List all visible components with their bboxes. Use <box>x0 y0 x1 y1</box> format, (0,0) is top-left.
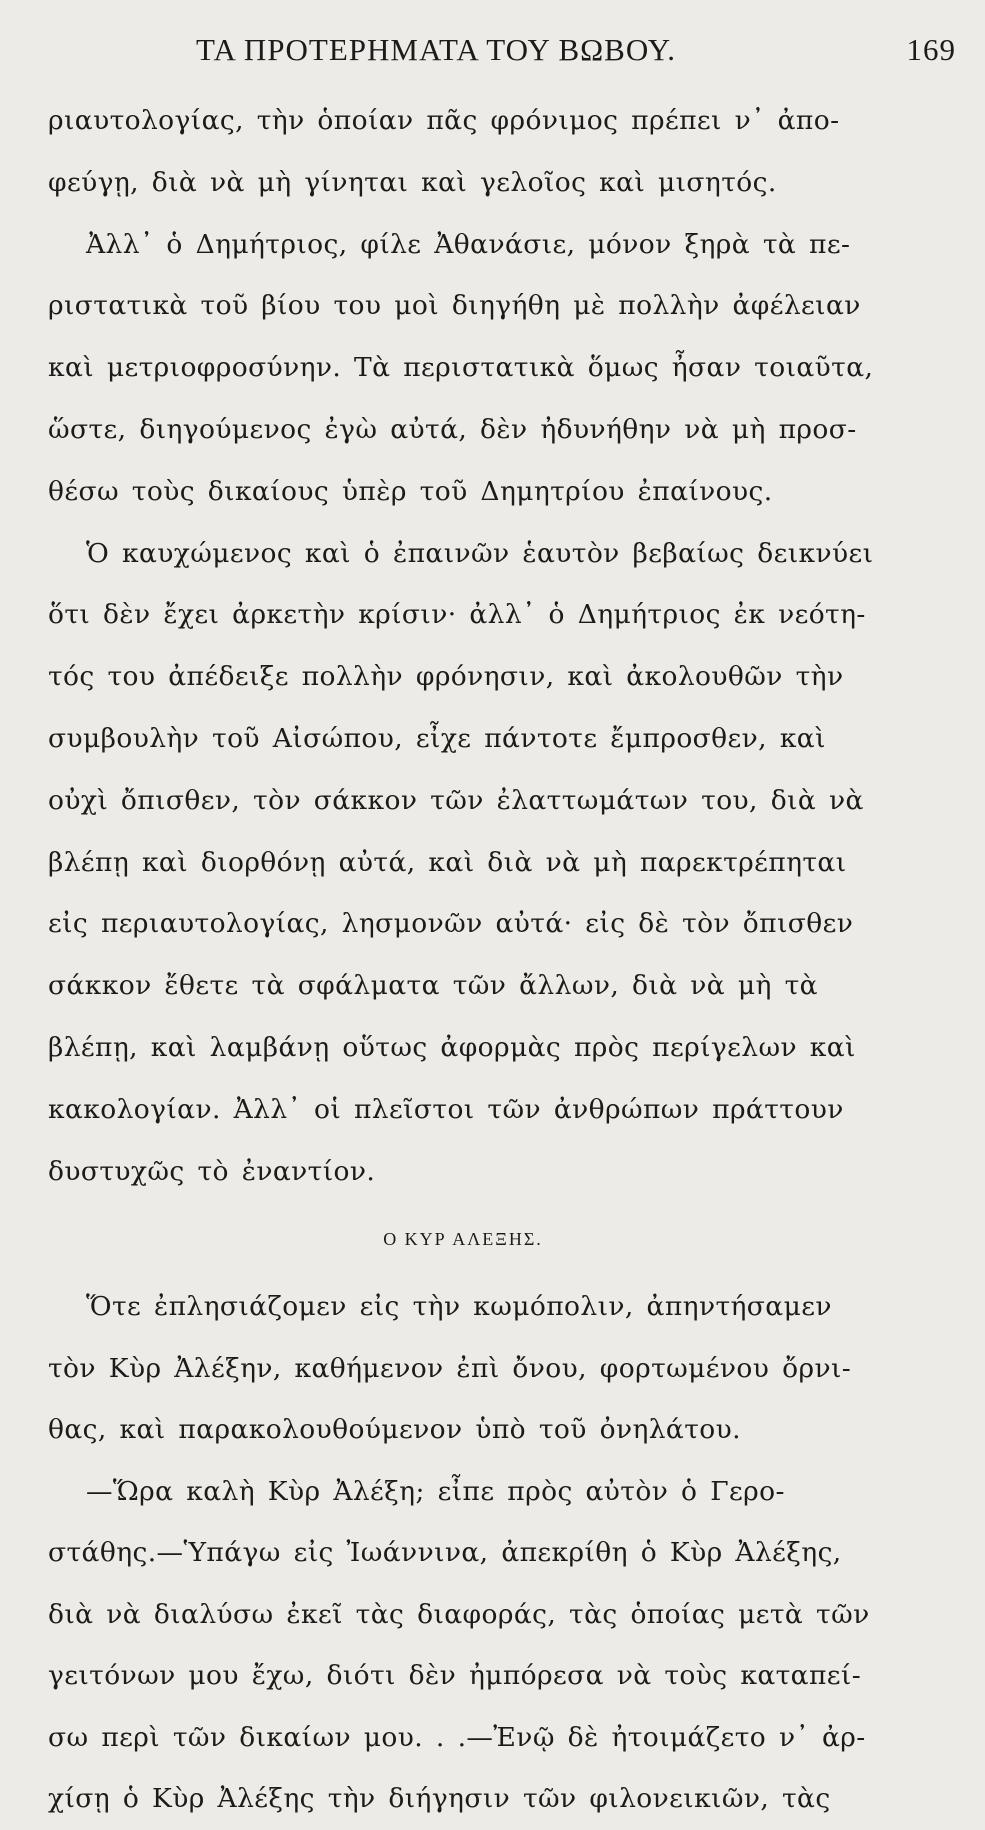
text-line: εἰς περιαυτολογίας, λησμονῶν αὐτά· εἰς δὲ τὸν ὄπισθεν <box>48 908 854 940</box>
text-line: Ἀλλ᾽ ὁ Δημήτριος, φίλε Ἀθανάσιε, μόνον ξηρὰ τὰ πε- <box>86 228 851 260</box>
text-line: δυστυχῶς τὸ ἐναντίον. <box>48 1155 376 1187</box>
running-title: ΤΑ ΠΡΟΤΕΡΗΜΑΤΑ ΤΟΥ ΒΩΒΟΥ. <box>196 32 676 67</box>
text-line: τός του ἀπέδειξε πολλὴν φρόνησιν, καὶ ἀκολουθῶν τὴν <box>48 661 844 693</box>
text-line: ριστατικὰ τοῦ βίου του μοὶ διηγήθη μὲ πολλὴν ἀφέλειαν <box>48 290 861 322</box>
text-line: συμβουλὴν τοῦ Αἰσώπου, εἶχε πάντοτε ἔμπροσθεν, καὶ <box>48 722 826 754</box>
text-line: —Ὥρα καλὴ Κὺρ Ἀλέξη; εἶπε πρὸς αὐτὸν ὁ Γερο- <box>86 1475 785 1507</box>
text-line: ριαυτολογίας, τὴν ὁποίαν πᾶς φρόνιμος πρέπει ν᾽ ἀπο- <box>48 105 840 136</box>
text-line: σάκκον ἔθετε τὰ σφάλματα τῶν ἄλλων, διὰ νὰ μὴ τὰ <box>48 970 818 1002</box>
text-line: γειτόνων μου ἔχω, διότι δὲν ἠμπόρεσα νὰ τοὺς καταπεί- <box>48 1660 862 1692</box>
text-line: ὅτι δὲν ἔχει ἀρκετὴν κρίσιν· ἀλλ᾽ ὁ Δημήτριος ἐκ νεότη- <box>48 599 866 631</box>
running-head <box>48 28 956 72</box>
text-line: διὰ νὰ διαλύσω ἐκεῖ τὰς διαφοράς, τὰς ὁποίας μετὰ τῶν <box>48 1598 870 1630</box>
text-line: θέσω τοὺς δικαίους ὑπὲρ τοῦ Δημητρίου ἐπαίνους. <box>48 475 773 507</box>
text-line: τὸν Κὺρ Ἀλέξην, καθήμενον ἐπὶ ὄνου, φορτωμένου ὄρνι- <box>48 1352 852 1384</box>
body-text-part-1 <box>48 90 874 1202</box>
text-line: βλέπῃ, καὶ λαμβάνῃ οὕτως ἀφορμὰς πρὸς περίγελων καὶ <box>48 1031 856 1063</box>
text-line: σω περὶ τῶν δικαίων μου. . .—Ἐνῷ δὲ ἠτοιμάζετο ν᾽ ἀρ- <box>48 1721 866 1753</box>
text-line: χίσῃ ὁ Κὺρ Ἀλέξης τὴν διήγησιν τῶν φιλονεικιῶν, τὰς <box>48 1783 831 1815</box>
text-line: Ὁ καυχώμενος καὶ ὁ ἐπαινῶν ἑαυτὸν βεβαίως δεικνύει <box>86 537 874 569</box>
section-heading: Ο ΚΥΡ ΑΛΕΞΗΣ. <box>383 1229 543 1250</box>
text-line: ὥστε, διηγούμενος ἐγὼ αὐτά, δὲν ἠδυνήθην νὰ μὴ προσ- <box>48 413 857 445</box>
text-line: φεύγῃ, διὰ νὰ μὴ γίνηται καὶ γελοῖος καὶ μισητός. <box>48 166 777 198</box>
text-line: οὐχὶ ὄπισθεν, τὸν σάκκον τῶν ἐλαττωμάτων του, διὰ νὰ <box>48 784 864 816</box>
text-line: στάθης.—Ὑπάγω εἰς Ἰωάννινα, ἀπεκρίθη ὁ Κὺρ Ἀλέξης, <box>48 1537 842 1569</box>
text-line: βλέπῃ καὶ διορθόνῃ αὐτά, καὶ διὰ νὰ μὴ παρεκτρέπηται <box>48 846 847 878</box>
text-line: θας, καὶ παρακολουθούμενον ὑπὸ τοῦ ὀνηλάτου. <box>48 1414 741 1446</box>
page-number: 169 <box>906 32 956 67</box>
text-line: κακολογίαν. Ἀλλ᾽ οἱ πλεῖστοι τῶν ἀνθρώπων πράττουν <box>48 1093 844 1125</box>
text-line: Ὅτε ἐπλησιάζομεν εἰς τὴν κωμόπολιν, ἀπηντήσαμεν <box>86 1291 832 1323</box>
text-line: καὶ μετριοφροσύνην. Τὰ περιστατικὰ ὅμως ἦσαν τοιαῦτα, <box>48 352 874 384</box>
body-text-part-2 <box>48 1276 870 1830</box>
